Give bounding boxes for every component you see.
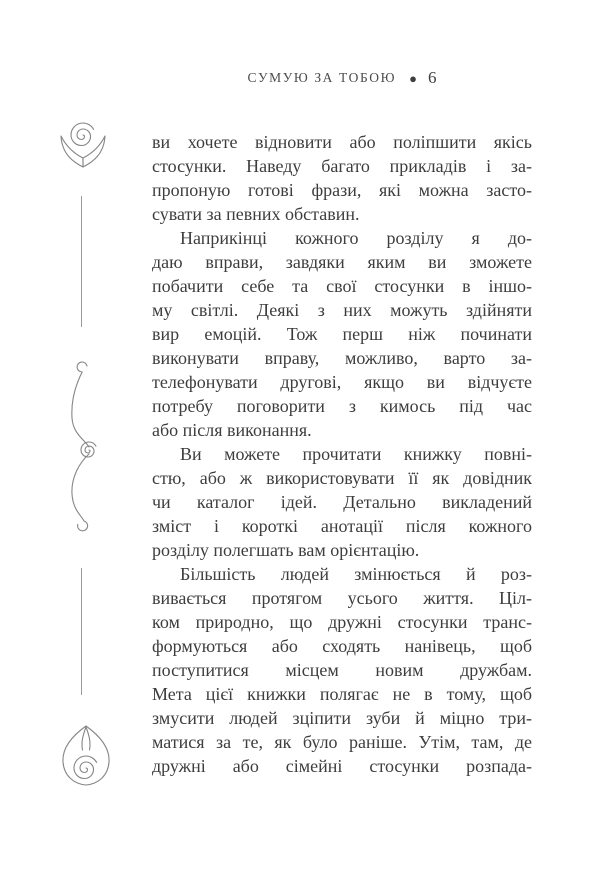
text-line: пропоную готові фрази, які можна засто- — [152, 180, 532, 200]
text-line: ком природно, що дружні стосунки транс- — [152, 612, 532, 632]
text-line: стю, або ж використовувати її як довідник — [152, 468, 532, 488]
body-text — [152, 130, 532, 778]
flourish-swirl-ornament-icon — [62, 360, 102, 540]
vertical-rule-bottom — [81, 568, 82, 695]
text-line: вир емоцій. Тож перш ніж починати — [152, 324, 532, 344]
text-line: поступитися місцем новим дружбам. — [152, 660, 532, 680]
text-line: вивається протягом усього життя. Ціл- — [152, 588, 532, 608]
text-line: даю вправи, завдяки яким ви зможете — [152, 252, 532, 272]
text-line: дружні або сімейні стосунки розпада- — [152, 756, 532, 776]
separator-dot-icon: ● — [409, 70, 417, 86]
inverted-rose-bud-ornament-icon — [58, 722, 114, 792]
text-line: змусити людей зціпити зуби й міцно три- — [152, 708, 532, 728]
text-line: Ви можете прочитати книжку повні- — [180, 444, 532, 464]
text-line: формуються або сходять нанівець, щоб — [152, 636, 532, 656]
text-line: зміст і короткі анотації після кожного — [152, 516, 532, 536]
text-line: телефонувати другові, якщо ви відчуєте — [152, 372, 532, 392]
text-line: побачити себе та свої стосунки в іншо- — [152, 276, 532, 296]
vertical-rule-top — [81, 196, 82, 327]
text-line: або після виконання. — [152, 420, 312, 440]
text-line: му світлі. Деякі з них можуть здійняти — [152, 300, 532, 320]
text-line: Більшість людей змінюється й роз- — [180, 564, 532, 584]
text-line: матися за те, як було раніше. Утім, там, де — [152, 732, 532, 752]
text-line: Наприкінці кожного розділу я до- — [180, 228, 532, 248]
text-line: потребу поговорити з кимось під час — [152, 396, 532, 416]
text-line: розділу полегшать вам орієнтацію. — [152, 540, 420, 560]
rose-bud-ornament-icon — [55, 110, 111, 174]
running-title: СУМУЮ ЗА ТОБОЮ — [247, 70, 397, 85]
text-line: сувати за певних обставин. — [152, 204, 360, 224]
text-line: ви хочете відновити або поліпшити якісь — [152, 132, 532, 152]
page-number: 6 — [427, 68, 437, 87]
text-line: Мета цієї книжки полягає не в тому, щоб — [152, 684, 532, 704]
text-line: виконувати вправу, можливо, варто за- — [152, 348, 532, 368]
page-header — [152, 68, 532, 88]
text-line: чи каталог ідей. Детально викладений — [152, 492, 532, 512]
text-line: стосунки. Наведу багато прикладів і за- — [152, 156, 532, 176]
